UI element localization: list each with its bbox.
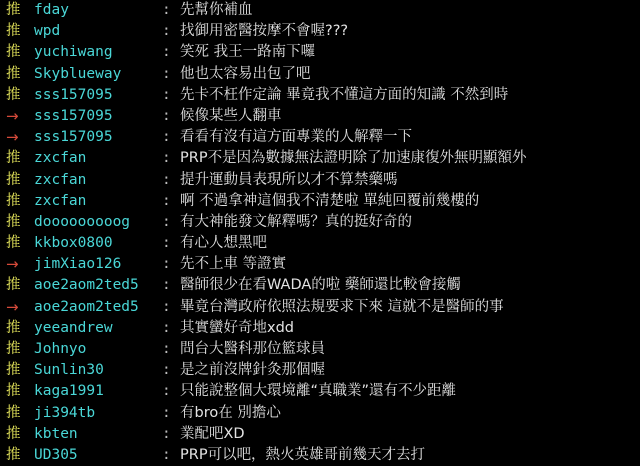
comment-row: [0, 318, 640, 339]
comment-push-tag: 推: [6, 213, 21, 230]
comment-author[interactable]: fday: [34, 2, 69, 18]
comment-content: 醫師很少在看WADA的啦 藥師還比較會接觸: [180, 277, 461, 294]
comment-row: [0, 360, 640, 381]
comment-separator: :: [162, 446, 171, 463]
comment-push-tag: 推: [6, 446, 21, 463]
comment-separator: :: [162, 235, 171, 252]
comment-push-tag: 推: [6, 23, 21, 40]
comment-separator: :: [162, 213, 171, 230]
comment-author[interactable]: UD305: [34, 446, 78, 463]
comment-content: 有大神能發文解釋嗎？真的挺好奇的: [180, 213, 412, 230]
comment-row: [0, 127, 640, 148]
comment-content: 有bro在 別擔心: [180, 404, 281, 421]
comment-separator: :: [162, 23, 171, 40]
comment-content: 看看有沒有這方面專業的人解釋一下: [180, 129, 412, 146]
comment-author[interactable]: sss157095: [34, 129, 113, 146]
comment-author[interactable]: Johnyo: [34, 341, 87, 357]
comment-content: 是之前沒牌針灸那個喔: [180, 362, 325, 379]
comment-push-tag: 推: [6, 86, 21, 103]
comment-content: 先幫你補血: [180, 2, 253, 18]
comment-arrow-tag: →: [6, 106, 19, 125]
comment-arrow-tag: →: [6, 297, 19, 316]
comment-separator: :: [162, 362, 171, 379]
comment-content: 候像某些人翻車: [180, 107, 282, 124]
comment-author[interactable]: jimXiao126: [34, 256, 122, 273]
comment-separator: :: [162, 425, 171, 442]
comment-separator: :: [162, 192, 171, 209]
comment-author[interactable]: dooooooooog: [34, 213, 131, 230]
comment-content: 先不上車 等證實: [180, 256, 287, 273]
comment-row: [0, 381, 640, 402]
comment-author[interactable]: yuchiwang: [34, 44, 113, 61]
comment-push-tag: 推: [6, 150, 21, 167]
comment-push-tag: 推: [6, 341, 21, 357]
comment-content: PRP不是因為數據無法證明除了加速康復外無明顯額外: [180, 150, 527, 167]
comment-push-tag: 推: [6, 235, 21, 252]
comment-row: [0, 42, 640, 63]
comment-row: [0, 339, 640, 360]
comment-content: 笑死 我王一路南下囉: [180, 44, 316, 61]
comment-push-tag: 推: [6, 383, 21, 400]
comment-author[interactable]: zxcfan: [34, 150, 87, 167]
comment-separator: :: [162, 171, 171, 188]
comment-separator: :: [162, 277, 171, 294]
comment-row: [0, 233, 640, 254]
comment-author[interactable]: kkbox0800: [34, 235, 113, 252]
comment-author[interactable]: kbten: [34, 425, 78, 442]
comment-content: 業配吧XD: [180, 425, 245, 442]
comment-row: [0, 297, 640, 318]
comment-author[interactable]: sss157095: [34, 107, 113, 124]
comment-content: 提升運動員表現所以才不算禁藥嗎: [180, 171, 398, 188]
comment-push-tag: 推: [6, 2, 21, 18]
comment-push-tag: 推: [6, 192, 21, 209]
comment-separator: :: [162, 44, 171, 61]
comment-arrow-tag: →: [6, 255, 19, 274]
comment-author[interactable]: ji394tb: [34, 404, 96, 421]
comment-separator: :: [162, 319, 171, 336]
comment-separator: :: [162, 65, 171, 82]
comment-row: [0, 254, 640, 275]
comment-author[interactable]: zxcfan: [34, 192, 87, 209]
comment-content: 問台大醫科那位籃球員: [180, 341, 325, 357]
comment-content: 先卡不枉作定論 畢竟我不懂這方面的知識 不然到時: [180, 86, 509, 103]
comment-row: [0, 445, 640, 466]
comment-row: [0, 148, 640, 169]
comment-author[interactable]: Skyblueway: [34, 65, 122, 82]
comment-push-tag: 推: [6, 277, 21, 294]
comment-content: 找御用密醫按摩不會喔???: [180, 23, 349, 40]
comment-author[interactable]: sss157095: [34, 86, 113, 103]
comment-row: [0, 170, 640, 191]
comment-author[interactable]: yeeandrew: [34, 319, 113, 336]
comment-separator: :: [162, 2, 171, 18]
comment-row: [0, 106, 640, 127]
comment-row: [0, 275, 640, 296]
comment-row: [0, 85, 640, 106]
comment-author[interactable]: aoe2aom2ted5: [34, 277, 139, 294]
comment-separator: :: [162, 298, 171, 315]
comment-row: [0, 64, 640, 85]
comment-separator: :: [162, 107, 171, 124]
comment-content: 畢竟台灣政府依照法規要求下來 這就不是醫師的事: [180, 298, 504, 315]
comment-author[interactable]: Sunlin30: [34, 362, 104, 379]
comment-separator: :: [162, 404, 171, 421]
comment-push-tag: 推: [6, 65, 21, 82]
comment-separator: :: [162, 341, 171, 357]
comment-row: [0, 212, 640, 233]
comment-row: [0, 0, 640, 21]
comment-row: [0, 191, 640, 212]
comment-author[interactable]: kaga1991: [34, 383, 104, 400]
comment-arrow-tag: →: [6, 128, 19, 147]
comment-separator: :: [162, 383, 171, 400]
comment-push-tag: 推: [6, 44, 21, 61]
comment-separator: :: [162, 86, 171, 103]
comment-push-tag: 推: [6, 362, 21, 379]
comment-row: [0, 424, 640, 445]
comment-push-tag: 推: [6, 171, 21, 188]
comment-content: 只能說整個大環境離“真職業”還有不少距離: [180, 383, 457, 400]
comment-push-tag: 推: [6, 404, 21, 421]
comment-separator: :: [162, 256, 171, 273]
comment-row: [0, 403, 640, 424]
comment-author[interactable]: aoe2aom2ted5: [34, 298, 139, 315]
comment-separator: :: [162, 150, 171, 167]
comment-content: 啊 不過拿神這個我不清楚啦 單純回覆前幾樓的: [180, 192, 480, 209]
comment-row: [0, 21, 640, 42]
comment-author[interactable]: zxcfan: [34, 171, 87, 188]
comment-content: PRP可以吧，熱火英雄哥前幾天才去打: [180, 446, 426, 463]
comment-content: 有心人想黑吧: [180, 235, 267, 252]
comment-content: 他也太容易出包了吧: [180, 65, 311, 82]
comment-separator: :: [162, 129, 171, 146]
comment-content: 其實蠻好奇地xdd: [180, 319, 294, 336]
comment-push-tag: 推: [6, 425, 21, 442]
comment-author[interactable]: wpd: [34, 23, 61, 40]
comment-push-tag: 推: [6, 319, 21, 336]
